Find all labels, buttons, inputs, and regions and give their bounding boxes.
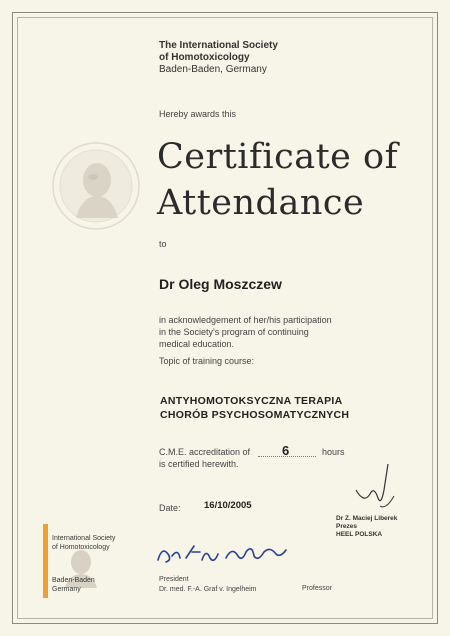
- course-title: ANTYHOMOTOKSYCZNA TERAPIA CHORÓB PSYCHOSOMATYCZNYCH: [160, 395, 350, 421]
- certificate-title: Certificate of Attendance: [157, 137, 399, 223]
- date-value: 16/10/2005: [204, 500, 252, 511]
- cme-certified-text: is certified herewith.: [159, 459, 239, 469]
- president-title: Professor: [302, 585, 332, 592]
- second-signer-block: Dr Z. Maciej Liberek Prezes HEEL POLSKA: [336, 515, 398, 538]
- second-signature: [350, 460, 410, 516]
- president-signature: [154, 540, 294, 570]
- cme-units: hours: [322, 447, 345, 457]
- embossed-portrait-seal-icon: [50, 140, 142, 232]
- awards-text: Hereby awards this: [159, 109, 237, 119]
- date-label: Date:: [159, 503, 181, 513]
- side-logo-org: International Society of Homotoxicology: [52, 535, 116, 551]
- to-text: to: [159, 239, 167, 249]
- recipient-name: Dr Oleg Moszczew: [159, 276, 282, 292]
- topic-label: Topic of training course:: [159, 356, 255, 366]
- president-block: President Dr. med. F.-A. Graf v. Ingelheim: [159, 576, 257, 593]
- cme-hours-value: 6: [282, 443, 290, 458]
- acknowledgement-text: in acknowledgement of her/his participation in the Society's program of continuing medical education.: [159, 315, 332, 349]
- org-city: Baden-Baden, Germany: [159, 64, 267, 75]
- org-name: The International Society of Homotoxicology: [159, 40, 278, 63]
- orange-accent-bar: [43, 524, 48, 598]
- cme-label: C.M.E. accreditation of: [159, 447, 251, 457]
- side-logo-city: Baden-Baden Germany: [52, 577, 95, 593]
